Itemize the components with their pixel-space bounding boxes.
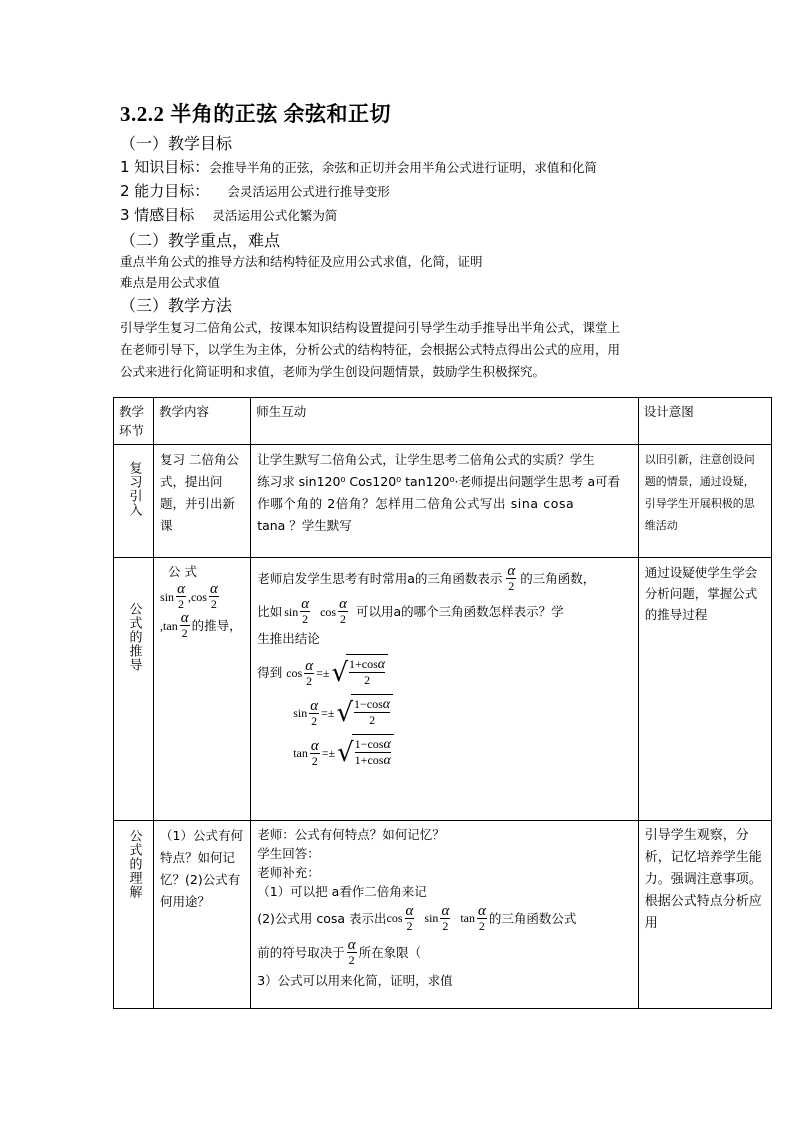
frac-num: α: [310, 737, 319, 754]
equals-plus-minus: =±: [321, 746, 336, 760]
cos-label: cos: [286, 666, 303, 680]
row2-line-2: [257, 597, 632, 626]
alpha-half-fraction: [338, 597, 348, 626]
row3-text: 的三角函数公式: [488, 911, 577, 926]
radical-sign: √: [337, 738, 354, 768]
row2-text: 老师启发学生思考有时常用a的三角函数表示: [257, 570, 503, 586]
row1-content: 复习 二倍角公式，提出问题，并引出新课: [160, 452, 240, 533]
header-interaction: 师生互动: [256, 404, 307, 419]
tan-label: tan: [163, 618, 178, 633]
row2-intent: 通过设疑使学生学会分析问题，掌握公式的推导过程: [644, 565, 758, 622]
difficulty-text: 难点是用公式求值: [120, 275, 221, 290]
row1-interaction-line: 作哪个角的 2倍角？怎样用二倍角公式写出 sina cosa: [257, 496, 575, 511]
alpha-half-fraction: [347, 938, 357, 967]
alpha-half-fraction: [176, 582, 186, 611]
row3-content: （1）公式有何特点？如何记忆？(2)公式有何用途？: [160, 828, 244, 909]
radicand-text: 1+cos: [354, 753, 384, 767]
square-root: [331, 654, 388, 692]
radicand-den: 2: [364, 673, 371, 687]
row1-interaction-line: 让学生默写二倍角公式，让学生思考二倍角公式的实质？学生: [257, 452, 595, 467]
row3-line-6: [257, 938, 632, 967]
frac-num: α: [177, 581, 185, 597]
lesson-table: [113, 397, 772, 1009]
row2-interaction: [251, 558, 638, 776]
method-line-2: 在老师引导下，以学生为主体，分析公式的结构特征，会根据公式特点得出公式的应用，用: [120, 342, 621, 357]
row1-intent: 以旧引新，注意创设问题的情景，通过设疑，引导学生开展积极的思维活动: [644, 453, 755, 532]
cos-label: cos: [190, 589, 207, 604]
goal-emotion: [120, 204, 337, 225]
sin-label: sin: [293, 706, 308, 720]
frac-den: 2: [311, 713, 318, 728]
section-heading-key-points: （二）教学重点，难点: [120, 231, 281, 250]
alpha-half-fraction: [300, 597, 310, 626]
frac-num: α: [477, 903, 486, 919]
goal-knowledge-label: 1 知识目标：: [120, 158, 210, 176]
frac-num: α: [301, 596, 310, 612]
row3-line: 老师：公式有何特点？如何记忆？: [257, 827, 445, 842]
row3-text: 所在象限（: [358, 945, 422, 960]
square-root: [337, 734, 394, 772]
cos-label: cos: [386, 911, 403, 925]
goal-emotion-text: 灵活运用公式化繁为简: [212, 208, 338, 223]
method-paragraph: [120, 317, 680, 383]
equals-plus-minus: =±: [316, 666, 330, 680]
frac-num: α: [310, 697, 319, 714]
tan-label: tan: [460, 911, 475, 925]
frac-den: 2: [348, 953, 355, 967]
alpha-symbol: α: [383, 753, 391, 768]
radical-sign: √: [336, 698, 354, 728]
row2-text: 比如: [257, 603, 283, 619]
row3-text: 前的符号取决于: [257, 945, 345, 960]
table-header-row: [114, 398, 772, 445]
method-line-3: 公式来进行化简证明和求值，老师为学生创设问题情景，鼓励学生积极探究。: [120, 364, 546, 379]
document-title: 3.2.2 半角的正弦 余弦和正切: [120, 102, 391, 126]
header-stage: 教学环节: [119, 404, 145, 438]
alpha-half-fraction: [506, 564, 516, 593]
alpha-half-fraction: [440, 904, 450, 933]
comma: ,: [187, 589, 191, 604]
row2-content-sin-cos: [160, 582, 244, 611]
radicand-num: [354, 697, 390, 712]
row2-line-1: [257, 564, 632, 593]
row1-interaction-line: 练习求 sin120⁰ Cos120⁰ tan120⁰·老师提出问题学生思考 a可看: [257, 474, 621, 489]
alpha-half-fraction: [180, 611, 190, 640]
goal-ability: [120, 180, 390, 201]
formula-tan-half: [257, 734, 632, 772]
header-content: 教学内容: [159, 404, 210, 419]
header-intent: 设计意图: [643, 404, 694, 419]
frac-den: 2: [406, 919, 413, 933]
goal-knowledge: [120, 156, 597, 177]
radicand-num: [355, 737, 391, 752]
table-row: [114, 558, 772, 821]
frac-den: 2: [508, 579, 515, 593]
row1-interaction: [251, 445, 638, 541]
alpha-half-fraction: [304, 659, 314, 688]
radicand-text: 1+cos: [349, 657, 378, 671]
radicand-den: 2: [369, 713, 376, 727]
method-line-1: 引导学生复习二倍角公式，按课本知识结构设置提问引导学生动手推导出半角公式，课堂上: [120, 320, 621, 335]
frac-num: α: [305, 657, 314, 674]
frac-num: α: [347, 937, 356, 953]
frac-num: α: [209, 581, 218, 597]
sin-label: sin: [160, 589, 175, 604]
radicand-text: 1−cos: [354, 697, 383, 711]
frac-den: 2: [181, 626, 188, 640]
alpha-half-fraction: [309, 699, 319, 728]
frac-den: 2: [302, 612, 309, 626]
radicand-text: 1−cos: [354, 737, 384, 751]
alpha-half-fraction: [477, 904, 487, 933]
row3-line: （1）可以把 a看作二倍角来记: [257, 884, 427, 899]
square-root: [336, 694, 393, 732]
row3-stage: 公式的理解: [126, 829, 142, 899]
frac-den: 2: [210, 597, 217, 611]
radicand: [346, 654, 388, 692]
frac-num: α: [441, 903, 450, 919]
goal-ability-label: 2 能力目标：: [120, 182, 210, 200]
frac-den: 2: [178, 597, 184, 611]
frac-num: α: [405, 903, 414, 919]
goal-knowledge-text: 会推导半角的正弦，余弦和正切并会用半角公式进行证明，求值和化简: [209, 160, 597, 175]
sin-label: sin: [424, 911, 439, 925]
alpha-half-fraction: [405, 904, 415, 933]
radicand: [352, 734, 394, 772]
formula-sin-half: [257, 694, 632, 732]
sin-label: sin: [284, 604, 299, 619]
row2-content-tan: [160, 611, 244, 640]
frac-num: α: [339, 596, 347, 612]
alpha-symbol: α: [383, 737, 391, 752]
radicand-num: [349, 657, 385, 672]
row3-line: 老师补充：: [257, 865, 320, 880]
section-heading-objectives: （一）教学目标: [120, 134, 233, 153]
row2-content-suffix: 的推导，: [191, 617, 242, 633]
row3-line: 3）公式可以用来化简，证明，求值: [257, 973, 453, 988]
section-heading-method: （三）教学方法: [120, 296, 233, 315]
alpha-symbol: α: [382, 697, 391, 712]
formula-cos-half: [257, 654, 632, 692]
alpha-symbol: α: [377, 657, 386, 672]
row3-interaction: [251, 821, 638, 994]
result-prefix: 得到: [257, 665, 283, 680]
radicand: [351, 694, 393, 732]
row3-text: (2)公式用 cosa 表示出: [257, 911, 387, 926]
frac-den: 2: [478, 919, 485, 933]
frac-num: α: [507, 563, 516, 579]
row2-content: [154, 558, 250, 644]
radicand-den: [355, 753, 391, 768]
goal-emotion-label: 3 情感目标: [120, 206, 195, 224]
row2-text: 的三角函数，: [520, 570, 596, 586]
row1-interaction-line: tana ？学生默写: [257, 518, 352, 533]
key-point-text: 重点半角公式的推导方法和结构特征及应用公式求值，化简，证明: [120, 254, 483, 269]
table-row: [114, 445, 772, 558]
row3-line-5: [257, 904, 632, 933]
frac-den: 2: [311, 753, 318, 768]
row3-intent: 引导学生观察，分析，记忆培养学生能力。强调注意事项。根据公式特点分析应用: [644, 828, 762, 931]
frac-den: 2: [306, 673, 313, 688]
alpha-half-fraction: [209, 582, 219, 611]
cos-label: cos: [320, 604, 337, 619]
comma: ,: [160, 618, 164, 633]
row1-stage: 复习引入: [126, 461, 142, 517]
tan-label: tan: [293, 746, 308, 760]
equals-plus-minus: =±: [321, 706, 335, 720]
frac-den: 2: [442, 919, 449, 933]
alpha-half-fraction: [310, 739, 320, 768]
radical-sign: √: [331, 658, 349, 688]
table-row: [114, 821, 772, 1009]
goal-ability-text: 会灵活运用公式进行推导变形: [227, 184, 390, 199]
frac-num: α: [180, 610, 189, 626]
row2-text: 生推出结论: [257, 631, 320, 646]
row2-content-prefix: 公 式: [168, 564, 198, 579]
row2-stage: 公式的推导: [126, 602, 142, 672]
frac-den: 2: [340, 612, 347, 626]
row3-line: 学生回答：: [257, 846, 320, 861]
row2-text: 可以用a的哪个三角函数怎样表示？学: [355, 603, 564, 619]
